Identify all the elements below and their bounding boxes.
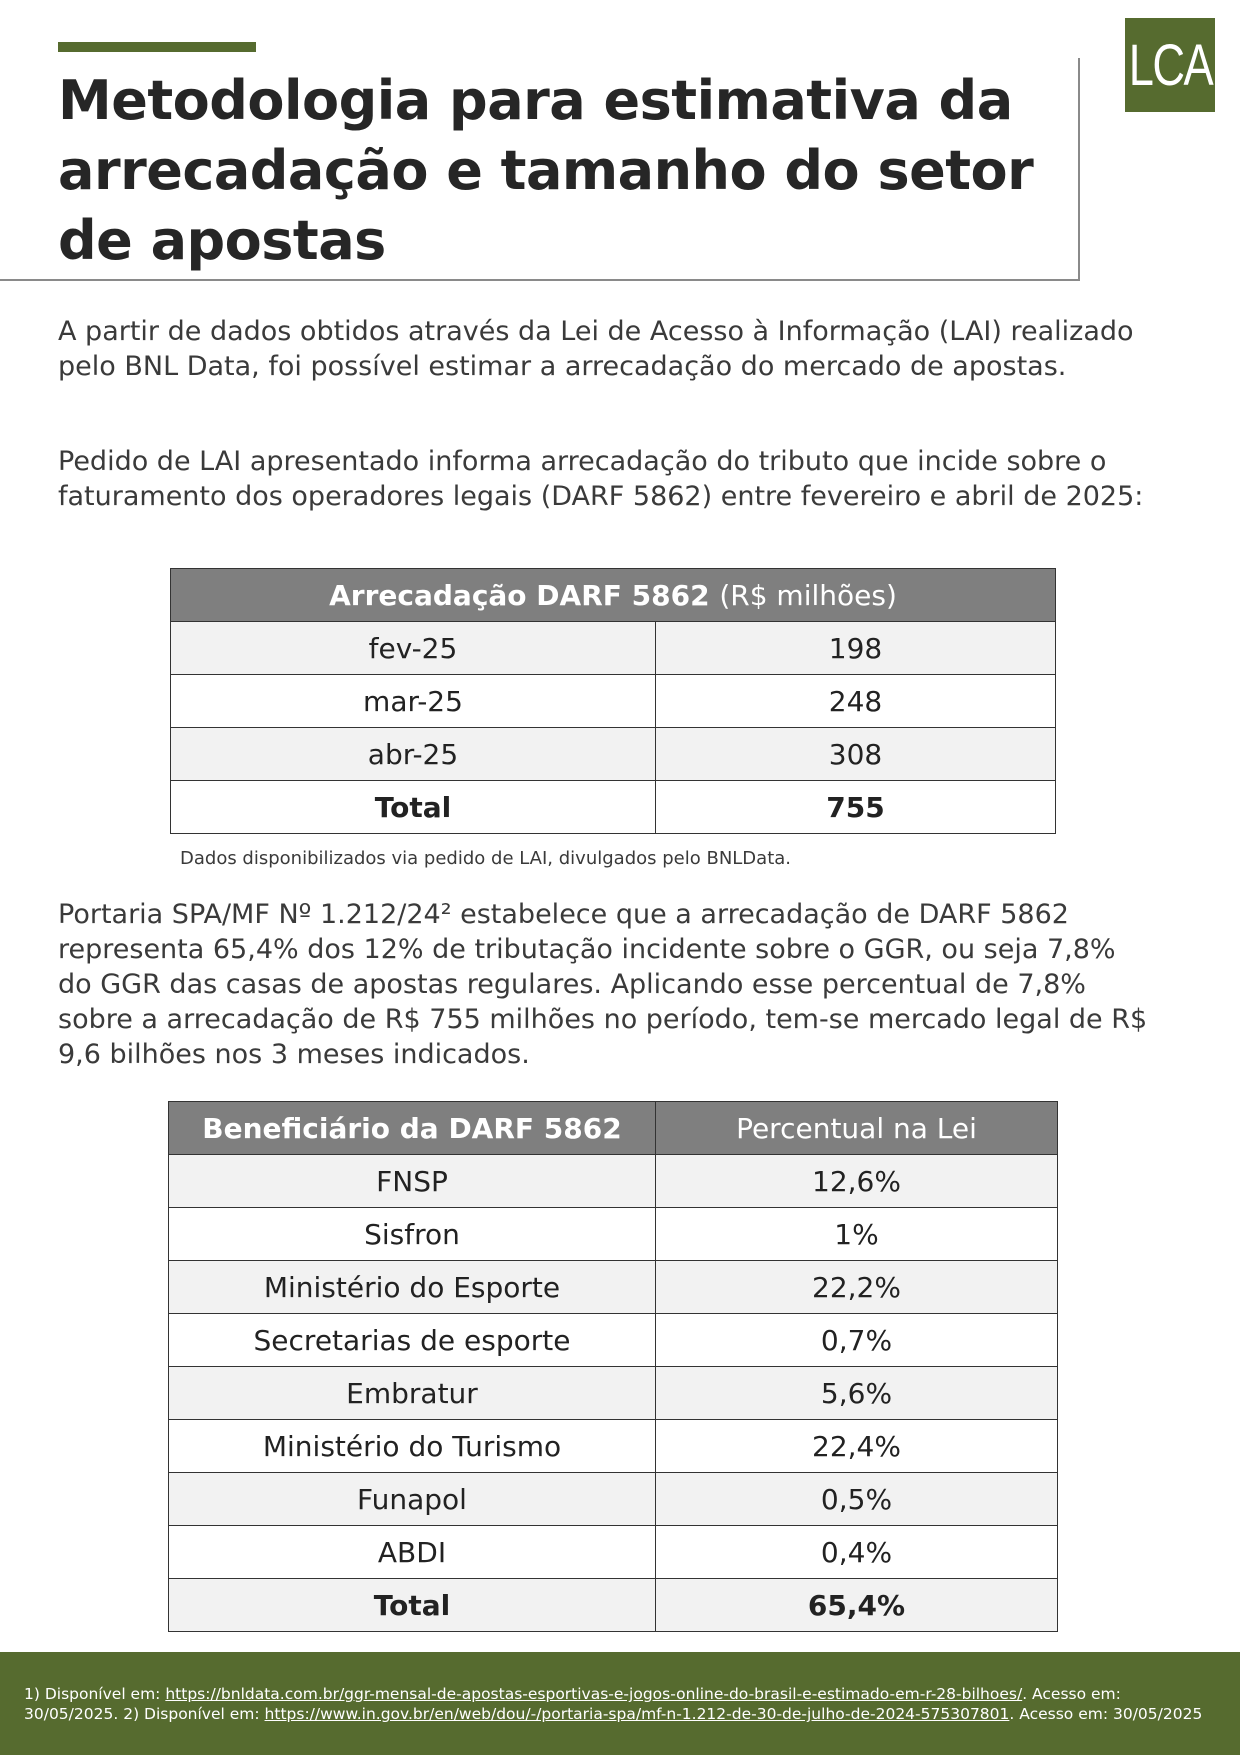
footnote-1-link[interactable]: https://bnldata.com.br/ggr-mensal-de-apostas-esportivas-e-jogos-online-do-brasil-e-estimado-em-r-28-bilhoes/ <box>165 1685 1023 1703</box>
month-cell: abr-25 <box>171 728 656 781</box>
percent-cell: 0,7% <box>656 1314 1058 1367</box>
footnote-1-prefix: 1) Disponível em: <box>24 1685 166 1703</box>
darf-table-caption: Dados disponibilizados via pedido de LAI, divulgados pelo BNLData. <box>180 848 792 869</box>
darf-table-header <box>171 569 1056 622</box>
table-row <box>169 1367 1058 1420</box>
percent-cell: 22,4% <box>656 1420 1058 1473</box>
beneficiary-cell: FNSP <box>169 1155 656 1208</box>
footnote-1-suffix: . Acesso em: 30/05/2025. <box>24 1685 1121 1723</box>
intro-paragraph: A partir de dados obtidos através da Lei de Acesso à Informação (LAI) realizado pelo BNL Data, foi possível estimar a arrecadação do mercado de apostas. <box>58 316 1134 382</box>
table-header-row <box>169 1102 1058 1155</box>
darf-header-title: Arrecadação DARF 5862 <box>329 578 710 612</box>
table-row <box>171 728 1056 781</box>
title-accent-bar <box>58 42 256 52</box>
page-title: Metodologia para estimativa da arrecadação e tamanho do setor de apostas <box>58 69 1034 272</box>
footnote-2-suffix: . Acesso em: 30/05/2025 <box>1009 1705 1203 1723</box>
percent-cell: 22,2% <box>656 1261 1058 1314</box>
footnote-2-prefix: 2) Disponível em: <box>123 1705 265 1723</box>
darf-header-unit: (R$ milhões) <box>719 578 897 612</box>
darf-revenue-table <box>170 568 1056 834</box>
beneficiary-cell: Funapol <box>169 1473 656 1526</box>
percent-cell: 5,6% <box>656 1367 1058 1420</box>
lca-logo <box>1125 18 1215 112</box>
table-total-row <box>171 781 1056 834</box>
footnote-2-link[interactable]: https://www.in.gov.br/en/web/dou/-/portaria-spa/mf-n-1.212-de-30-de-julho-de-2024-575307801 <box>264 1705 1010 1723</box>
total-value-cell: 755 <box>656 781 1056 834</box>
percent-cell: 12,6% <box>656 1155 1058 1208</box>
month-cell: mar-25 <box>171 675 656 728</box>
beneficiaries-table <box>168 1101 1058 1632</box>
table-row <box>169 1155 1058 1208</box>
table-row <box>169 1420 1058 1473</box>
beneficiary-cell: ABDI <box>169 1526 656 1579</box>
percent-cell: 0,5% <box>656 1473 1058 1526</box>
beneficiary-header: Beneficiário da DARF 5862 <box>169 1102 656 1155</box>
table-row <box>171 622 1056 675</box>
table-row <box>169 1314 1058 1367</box>
percent-cell: 0,4% <box>656 1526 1058 1579</box>
table-row <box>169 1526 1058 1579</box>
footnotes <box>24 1684 1214 1724</box>
total-label-cell: Total <box>171 781 656 834</box>
logo-text: LCA <box>1128 32 1212 98</box>
value-cell: 308 <box>656 728 1056 781</box>
table-row <box>169 1473 1058 1526</box>
percent-cell: 1% <box>656 1208 1058 1261</box>
beneficiary-cell: Secretarias de esporte <box>169 1314 656 1367</box>
total-value-cell: 65,4% <box>656 1579 1058 1632</box>
month-cell: fev-25 <box>171 622 656 675</box>
beneficiary-cell: Ministério do Turismo <box>169 1420 656 1473</box>
table-total-row <box>169 1579 1058 1632</box>
footer-bar <box>0 1652 1240 1755</box>
table-row <box>169 1261 1058 1314</box>
table-row <box>171 675 1056 728</box>
percent-header: Percentual na Lei <box>656 1102 1058 1155</box>
beneficiary-cell: Sisfron <box>169 1208 656 1261</box>
total-label-cell: Total <box>169 1579 656 1632</box>
request-paragraph: Pedido de LAI apresentado informa arrecadação do tributo que incide sobre o faturamento dos operadores legais (DARF 5862) entre fevereiro e abril de 2025: <box>58 446 1144 512</box>
table-row <box>169 1208 1058 1261</box>
value-cell: 248 <box>656 675 1056 728</box>
beneficiary-cell: Embratur <box>169 1367 656 1420</box>
table-header-row <box>171 569 1056 622</box>
portaria-paragraph: Portaria SPA/MF Nº 1.212/24² estabelece que a arrecadação de DARF 5862 representa 65,4% dos 12% de tributação incidente sobre o GGR, ou seja 7,8% do GGR das casas de apostas regulares. Aplicando esse percentual de 7,8% sobre a arrecadação de R$ 755 milhões no período, tem-se mercado legal de R$ 9,6 bilhões nos 3 meses indicados. <box>58 899 1148 1070</box>
beneficiary-cell: Ministério do Esporte <box>169 1261 656 1314</box>
value-cell: 198 <box>656 622 1056 675</box>
